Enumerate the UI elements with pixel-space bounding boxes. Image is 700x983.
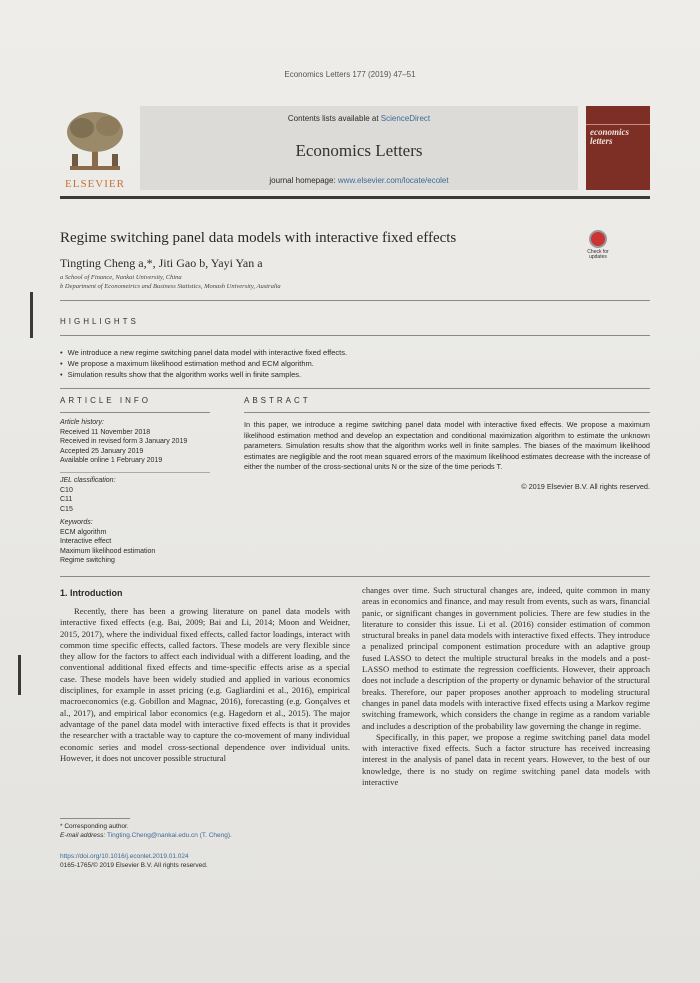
- rule-bullets: [60, 388, 650, 389]
- article-info-heading: ARTICLE INFO: [60, 396, 151, 405]
- footnote: [60, 822, 350, 840]
- abstract-copyright: © 2019 Elsevier B.V. All rights reserved.: [521, 482, 650, 491]
- history-item: Received in revised form 3 January 2019: [60, 438, 188, 445]
- cover-line2: letters: [590, 136, 613, 146]
- check-for-updates-icon: [589, 230, 607, 248]
- check-for-updates-label: Check for updates: [587, 249, 609, 260]
- footnote-rule: [60, 818, 130, 819]
- journal-title: Economics Letters: [295, 141, 423, 160]
- issn-line: 0165-1765/© 2019 Elsevier B.V. All rights reserved.: [60, 862, 208, 869]
- keywords: [60, 518, 210, 566]
- cover-rule: [586, 124, 650, 125]
- margin-mark: [30, 292, 33, 338]
- rule-article-info: [60, 412, 210, 413]
- body-left-column: [60, 606, 350, 764]
- history-item: Available online 1 February 2019: [60, 457, 163, 464]
- jel-classification: [60, 476, 210, 514]
- doi-link[interactable]: https://doi.org/10.1016/j.econlet.2019.01.024: [60, 853, 189, 860]
- abstract-heading: ABSTRACT: [244, 396, 311, 405]
- history-item: Received 11 November 2018: [60, 428, 151, 436]
- history-label: Article history:: [60, 419, 104, 426]
- paper-title: Regime switching panel data models with interactive fixed effects: [60, 230, 457, 246]
- keyword: Interactive effect: [60, 538, 112, 545]
- body-right-column: [362, 585, 650, 788]
- paragraph: Recently, there has been a growing literature on panel data models with interactive fixed effects (e.g. Bai, 2009; Bai and Li, 2014; Moon and Weidner, 2015, 2017), where the individual fixed effects, called factor loadings, interact with common time specific effects, called factors. These models are very flexible since they allow for the factors to affect each individual with a different loading, and the conventional additional fixed effects and time-specific effects arise as a special case. These models have been widely studied and applied in various economics disciplines, for example in asset pricing (e.g. Gagliardini et al., 2016), empirical macroeconomics (e.g. Gobillon and Magnac, 2016), forecasting (e.g. Gonçalves et al., 2017), and empirical labor economics (e.g. Hagedorn et al., 2015). The major advantage of the panel data model with interactive fixed effects is that it provides the researcher with a tractable way to capture the co-movement of many individual economic series and model cross-sectional dependence over individual units. However, it does not uncover possible structural: [60, 606, 350, 763]
- highlight-item: • We introduce a new regime switching panel data model with interactive fixed effects.: [60, 347, 620, 358]
- email-link[interactable]: Tingting.Cheng@nankai.edu.cn (T. Cheng).: [106, 832, 232, 839]
- history-item: Accepted 25 January 2019: [60, 447, 144, 455]
- jel-code: C15: [60, 505, 73, 513]
- affiliation-a: a School of Finance, Nankai University, China: [60, 274, 182, 281]
- jel-label: JEL classification:: [60, 477, 116, 484]
- rule-body: [60, 576, 650, 577]
- margin-mark: [18, 655, 21, 695]
- highlight-item: • Simulation results show that the algorithm works well in finite samples.: [60, 369, 620, 380]
- contents-line: [140, 114, 578, 123]
- author-list: Tingting Cheng a,*, Jiti Gao b, Yayi Yan a: [60, 256, 263, 270]
- jel-code: C10: [60, 486, 73, 494]
- highlights-list: [60, 347, 620, 380]
- publisher-name: ELSEVIER: [65, 178, 125, 190]
- rule-affil: [60, 300, 650, 301]
- elsevier-logo: [60, 108, 130, 190]
- doi-block: [60, 852, 350, 870]
- rule-history: [60, 472, 210, 473]
- homepage-line: [140, 176, 578, 185]
- homepage-prefix: journal homepage:: [269, 176, 338, 185]
- header-rule: [60, 196, 650, 199]
- keyword: Maximum likelihood estimation: [60, 547, 156, 555]
- jel-code: C11: [60, 496, 73, 503]
- rule-highlights: [60, 335, 650, 336]
- sciencedirect-link[interactable]: ScienceDirect: [380, 114, 431, 123]
- section-heading: 1. Introduction: [60, 588, 123, 598]
- paragraph: Specifically, in this paper, we propose a regime switching panel data model with interactive fixed effects. Such a factor structure has received increasing interest in the analysis of panel data in recent years. However, to the best of our knowledge, there is no study on regime switching panel data models with interactive: [362, 731, 650, 788]
- paragraph: changes over time. Such structural changes are, indeed, quite common in many areas in economics and finance, and may result from events, such as wars, financial panic, or significant changes in government policies. There are few studies in the literature to consider this issue. Li et al. (2016) consider estimation of common structural breaks in panel data models with interactive fixed effects. They introduce a penalized principal component estimation procedure with an adaptive group fused LASSO to detect the multiple structural breaks in the models and a post-LASSO method to estimate the regression coefficients. However, their approach does not include a description of the property or dynamic behavior of the structural breaks. Therefore, our paper proposes another approach to modeling structural changes in panel data models with interactive fixed effects using a Markov regime switching framework, which considers the change in regime as a random variable and includes a description of the probability law governing the change in regime.: [362, 585, 650, 731]
- check-for-updates-badge[interactable]: [580, 228, 616, 264]
- tree-logo-icon: [62, 108, 128, 174]
- email-label: E-mail address:: [60, 832, 107, 839]
- journal-cover: [586, 106, 650, 190]
- rule-abstract: [244, 412, 650, 413]
- homepage-link[interactable]: www.elsevier.com/locate/ecolet: [337, 176, 449, 185]
- keyword: ECM algorithm: [60, 528, 107, 536]
- running-head: Economics Letters 177 (2019) 47–51: [284, 70, 416, 79]
- highlight-item: • We propose a maximum likelihood estimation method and ECM algorithm.: [60, 358, 620, 369]
- keywords-label: Keywords:: [60, 519, 93, 526]
- affiliation-b: b Department of Econometrics and Business Statistics, Monash University, Australia: [60, 283, 281, 290]
- article-history: [60, 418, 210, 466]
- contents-prefix: Contents lists available at: [287, 114, 381, 123]
- highlights-heading: HIGHLIGHTS: [60, 317, 139, 326]
- abstract-text: In this paper, we introduce a regime switching panel data model with interactive fixed effects. We propose a maximum likelihood estimation method and develop an expectation and conditional maximization algorithm to estimate the unknown parameters. Simulation results show that the algorithm works well in finite samples. The biases of the maximum likelihood estimates are negligible and the root mean squared errors of the maximum likelihood estimates decrease with the increase of either the number of the cross-sectional units N or the size of the time periods T.: [244, 420, 650, 472]
- corresponding-author: * Corresponding author.: [60, 823, 129, 830]
- keyword: Regime switching: [60, 557, 115, 564]
- cover-line1: economics: [590, 127, 629, 137]
